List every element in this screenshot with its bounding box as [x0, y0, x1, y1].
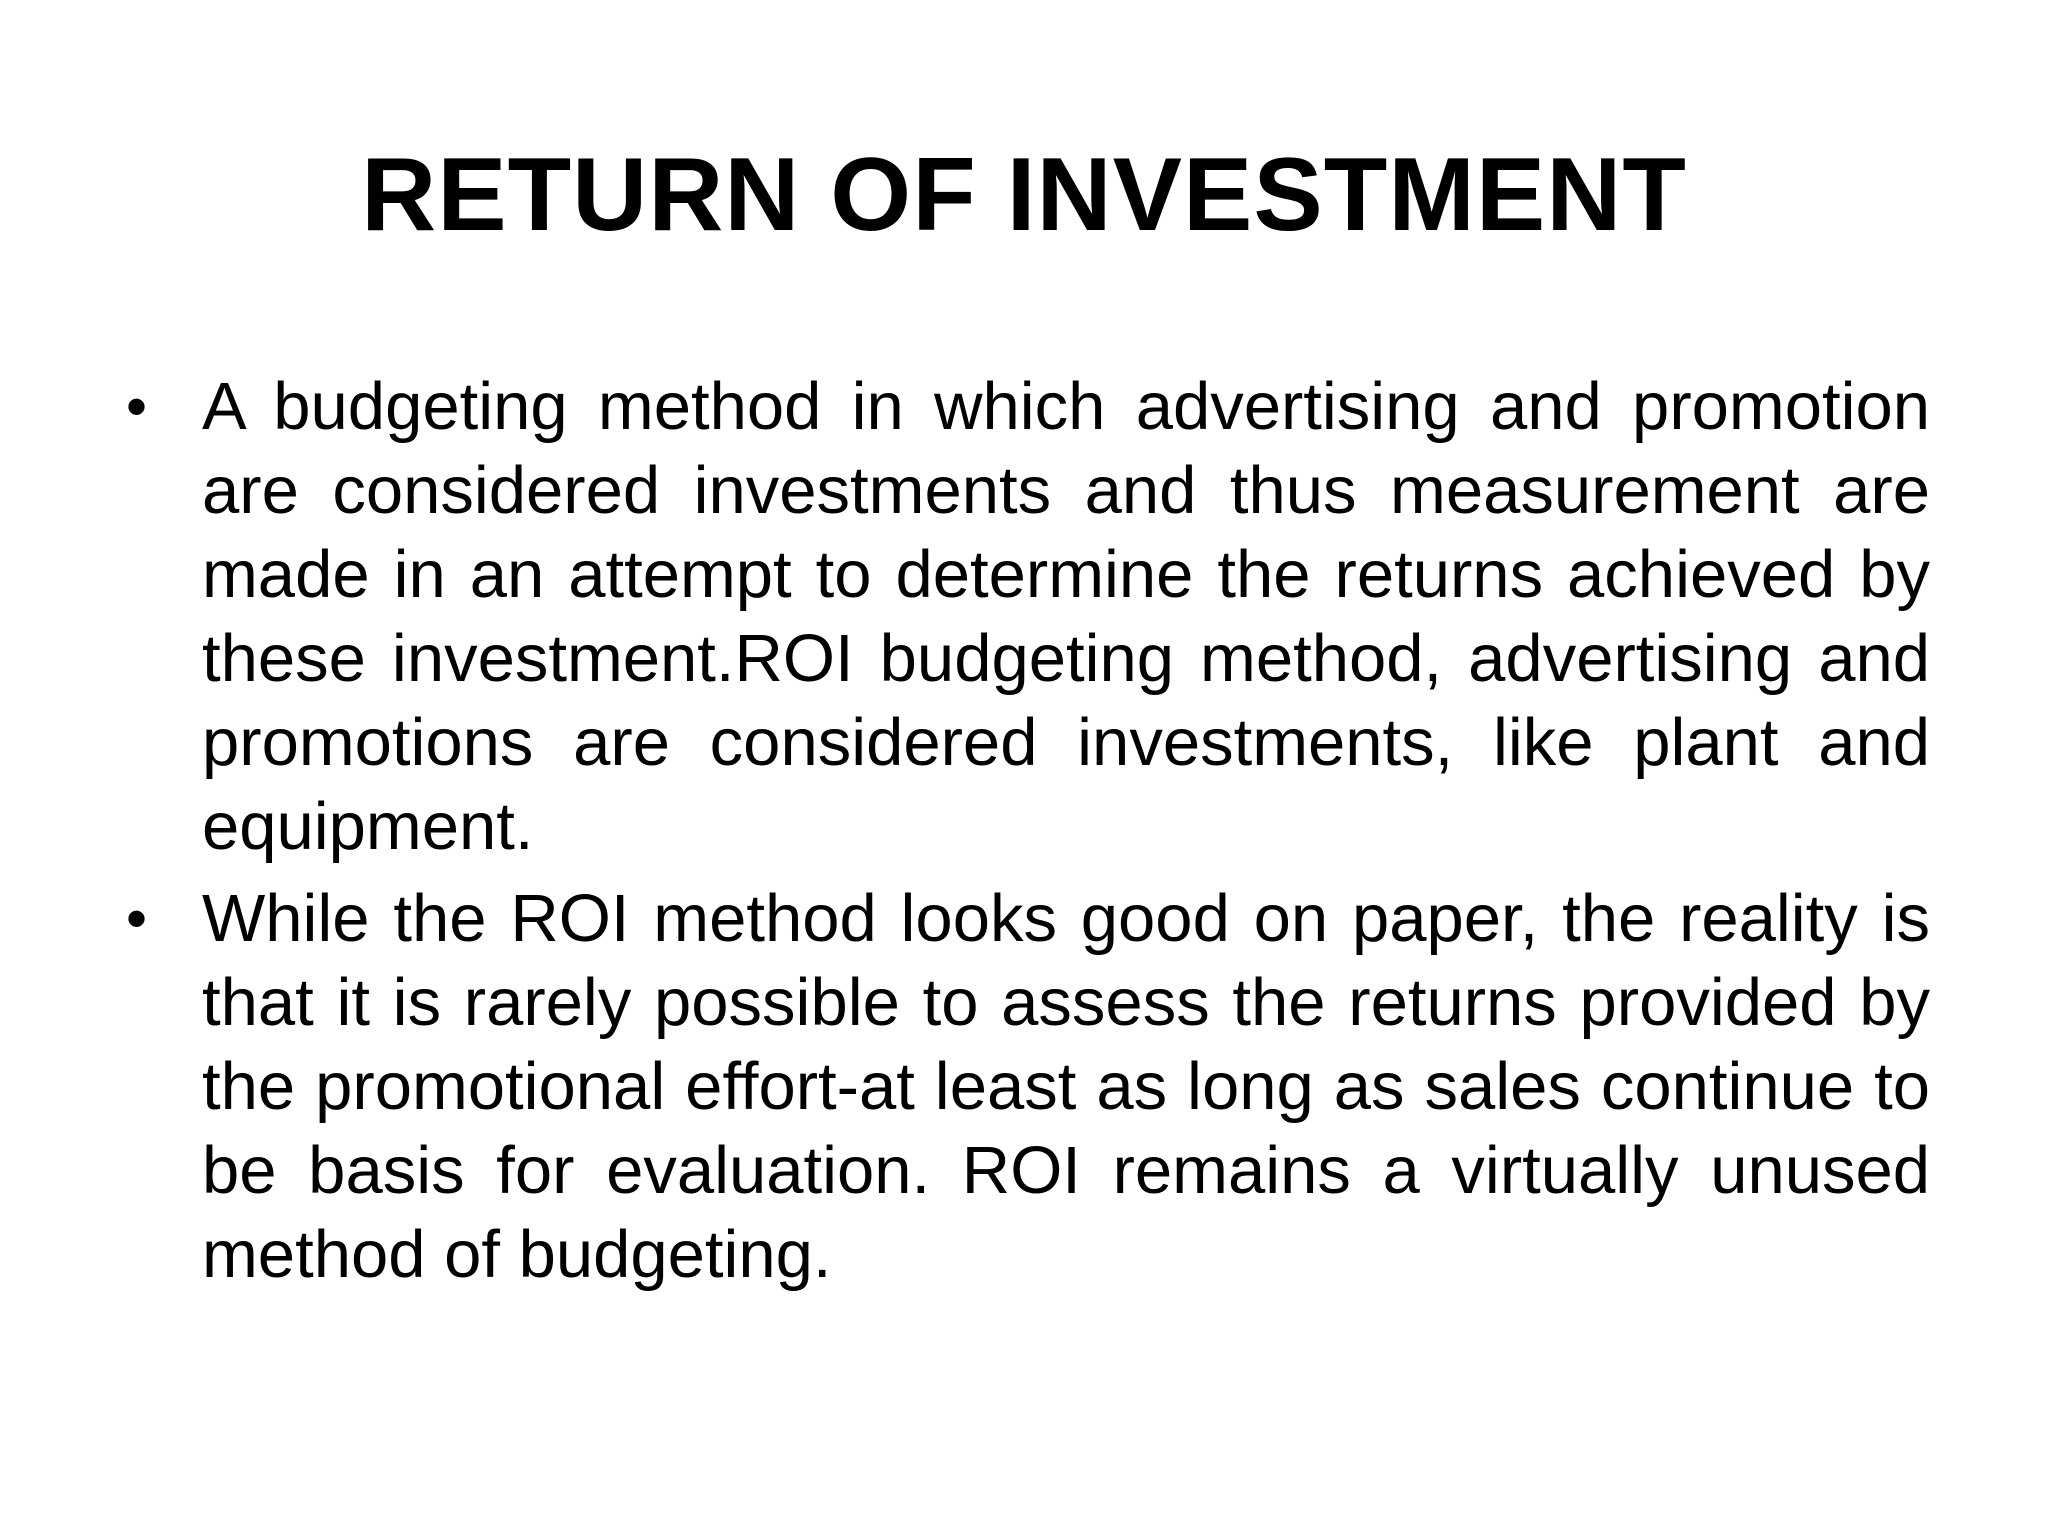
- bullet-icon: •: [126, 885, 148, 952]
- bullet-icon: •: [126, 373, 148, 440]
- bullet-text: A budgeting method in which advertising and promotion are considered investments and thus measurement are made in an attempt to determine the returns achieved by these investment.ROI budgeting method, advertising and promotions are considered investments, like plant and equipment.: [202, 369, 1930, 864]
- bullet-text: While the ROI method looks good on paper, the reality is that it is rarely possible to assess the returns provided by the promotional effort-at least as long as sales continue to be basis for evaluation. ROI remains a virtually unused method of budgeting.: [202, 881, 1930, 1292]
- bullet-item: [120, 877, 1930, 1297]
- bullet-list: [120, 365, 1930, 1305]
- slide-title: RETURN OF INVESTMENT: [361, 137, 1687, 253]
- bullet-item: [120, 365, 1930, 869]
